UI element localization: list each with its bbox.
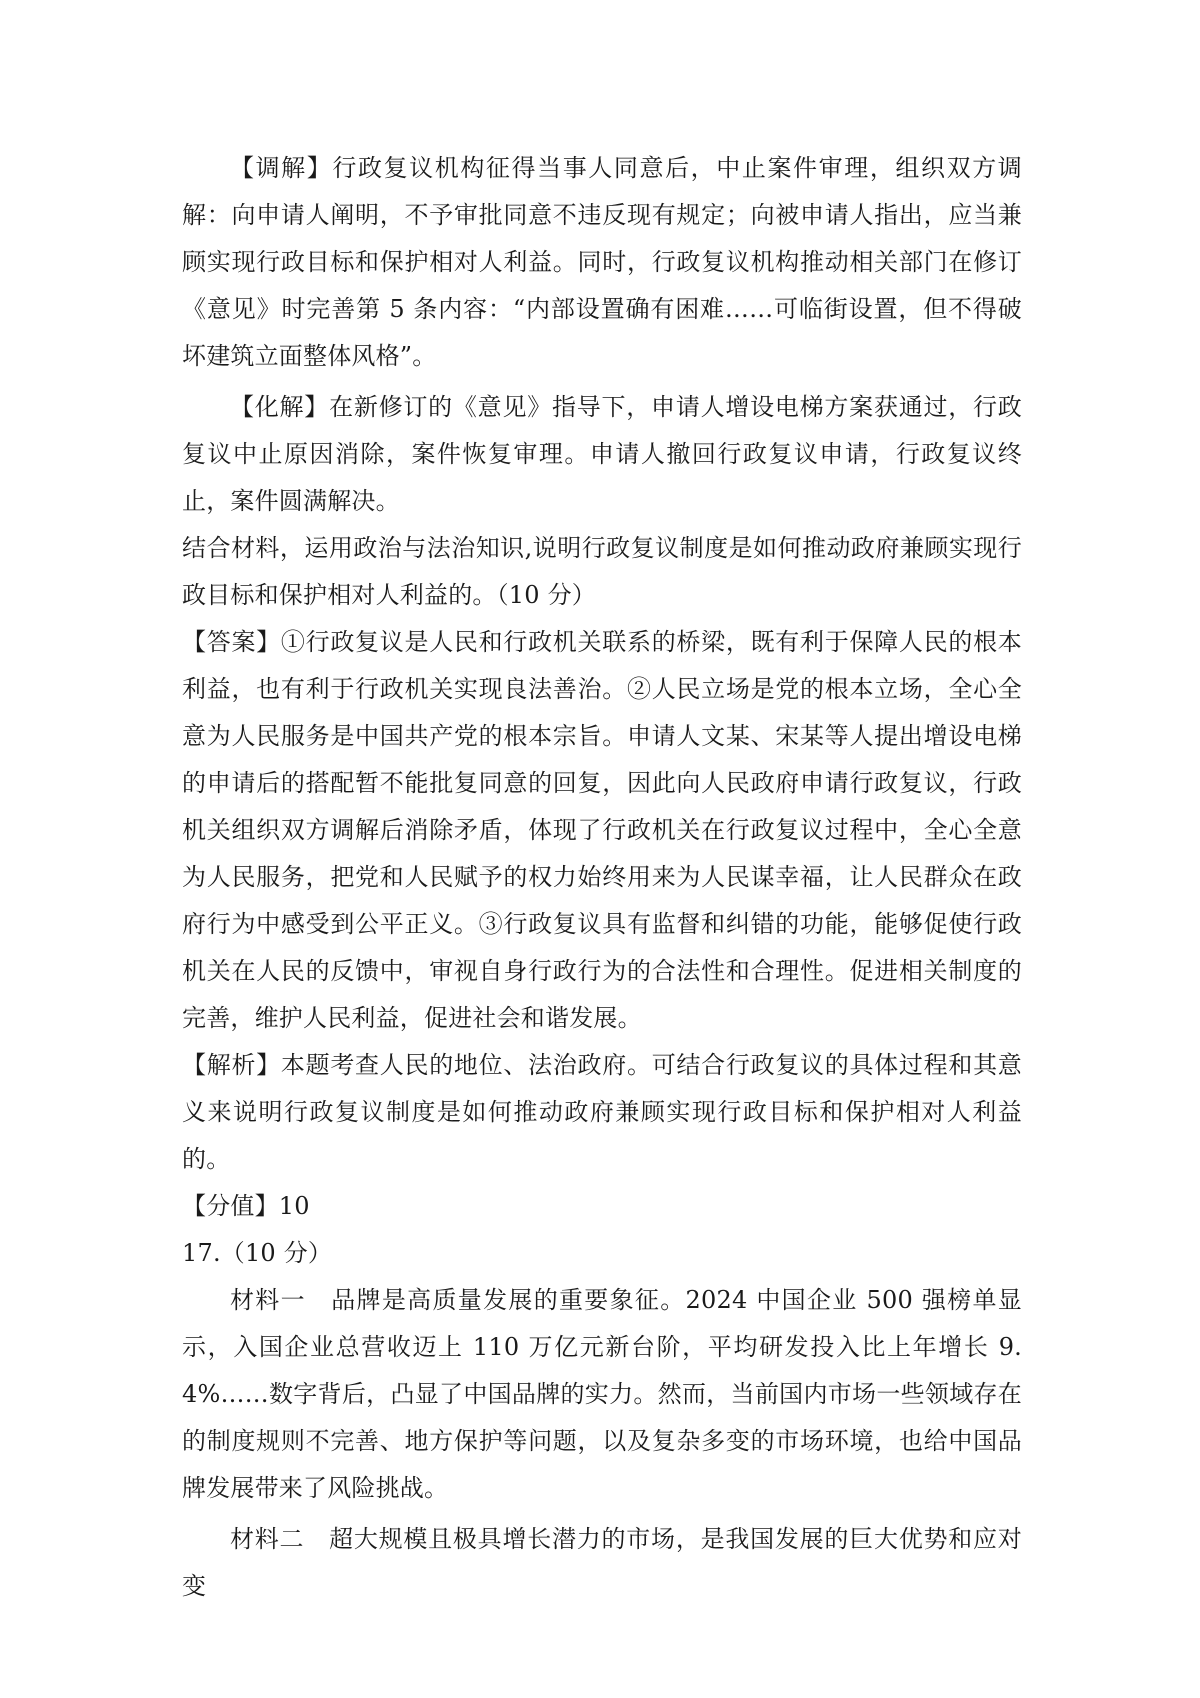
score-paragraph: 【分值】10 [182, 1192, 310, 1220]
document-body [182, 145, 1022, 1610]
material-one-paragraph: 材料一 品牌是高质量发展的重要象征。2024 中国企业 500 强榜单显示，入国企业总营收迈上 110 万亿元新台阶，平均研发投入比上年增长 9.4%……数字背后，凸显了中国品牌的实力。然而，当前国内市场一些领域存在的制度规则不完善、地方保护等问题，以及复杂多变的市场环境，也给中国品牌发展带来了风险挑战。 [182, 1286, 1022, 1502]
mediation-paragraph: 【调解】行政复议机构征得当事人同意后，中止案件审理，组织双方调解：向申请人阐明，不予审批同意不违反现有规定；向被申请人指出，应当兼顾实现行政目标和保护相对人利益。同时，行政复议机构推动相关部门在修订《意见》时完善第 5 条内容：“内部设置确有困难……可临街设置，但不得破坏建筑立面整体风格”。 [182, 154, 1022, 370]
resolution-paragraph: 【化解】在新修订的《意见》指导下，申请人增设电梯方案获通过，行政复议中止原因消除，案件恢复审理。申请人撤回行政复议申请，行政复议终止，案件圆满解决。 [182, 393, 1022, 515]
analysis-paragraph: 【解析】本题考查人民的地位、法治政府。可结合行政复议的具体过程和其意义来说明行政复议制度是如何推动政府兼顾实现行政目标和保护相对人利益的。 [182, 1051, 1022, 1173]
question-17-heading: 17.（10 分） [182, 1239, 333, 1267]
question-paragraph: 结合材料，运用政治与法治知识,说明行政复议制度是如何推动政府兼顾实现行政目标和保护相对人利益的。（10 分） [182, 534, 1022, 609]
material-two-paragraph: 材料二 超大规模且极具增长潜力的市场，是我国发展的巨大优势和应对变 [182, 1525, 1022, 1600]
answer-paragraph: 【答案】①行政复议是人民和行政机关联系的桥梁，既有利于保障人民的根本利益，也有利于行政机关实现良法善治。②人民立场是党的根本立场，全心全意为人民服务是中国共产党的根本宗旨。申请人文某、宋某等人提出增设电梯的申请后的搭配暂不能批复同意的回复，因此向人民政府申请行政复议，行政机关组织双方调解后消除矛盾，体现了行政机关在行政复议过程中，全心全意为人民服务，把党和人民赋予的权力始终用来为人民谋幸福，让人民群众在政府行为中感受到公平正义。③行政复议具有监督和纠错的功能，能够促使行政机关在人民的反馈中，审视自身行政行为的合法性和合理性。促进相关制度的完善，维护人民利益，促进社会和谐发展。 [182, 628, 1022, 1032]
